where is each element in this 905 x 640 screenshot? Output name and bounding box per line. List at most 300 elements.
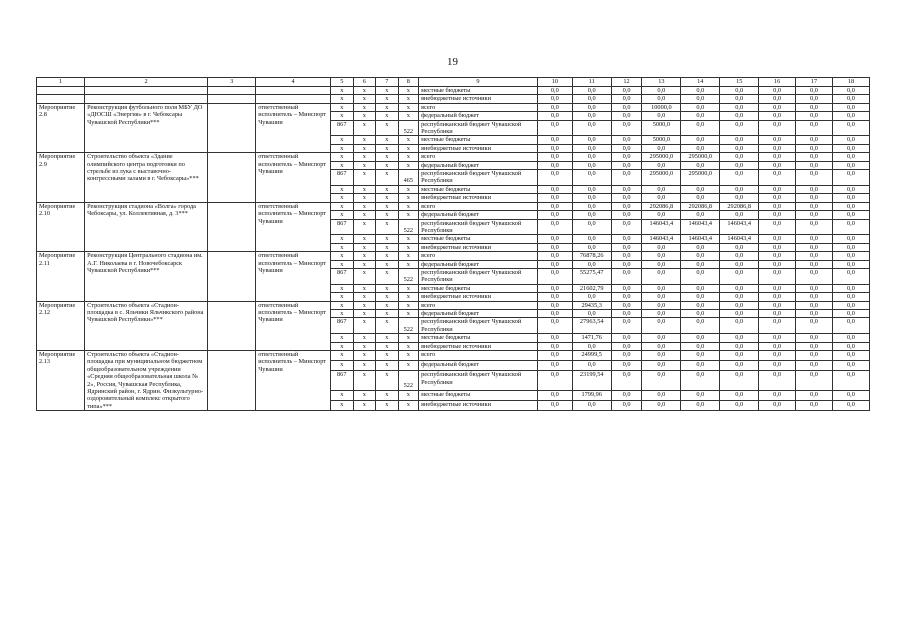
amount-cell: 0,0 — [642, 144, 681, 152]
amount-cell: 0,0 — [796, 243, 833, 251]
amount-cell: 146043,4 — [720, 235, 759, 243]
csr-code-cell: x — [376, 202, 399, 210]
funding-source-cell: местные бюджеты — [419, 87, 538, 95]
amount-cell: 0,0 — [611, 342, 642, 350]
vr-code-cell: x — [398, 153, 418, 161]
amount-cell: 0,0 — [611, 361, 642, 371]
page-number: 19 — [447, 56, 458, 68]
empty-cell — [208, 301, 256, 350]
funding-source-cell: республиканский бюджет Чувашской Республики — [419, 120, 538, 136]
amount-cell: 0,0 — [642, 268, 681, 284]
rzpr-code-cell: x — [353, 235, 376, 243]
amount-cell: 0,0 — [796, 351, 833, 361]
funding-source-cell: федеральный бюджет — [419, 161, 538, 169]
gr-code-cell: 867 — [331, 371, 354, 390]
rzpr-code-cell: x — [353, 161, 376, 169]
amount-cell: 0,0 — [611, 284, 642, 292]
amount-cell: 0,0 — [720, 112, 759, 120]
table-row — [37, 95, 870, 103]
empty-cell — [256, 87, 331, 95]
amount-cell: 0,0 — [720, 120, 759, 136]
amount-cell: 0,0 — [832, 371, 869, 390]
amount-cell: 0,0 — [720, 309, 759, 317]
amount-cell: 0,0 — [611, 243, 642, 251]
vr-code-cell: 522 — [398, 219, 418, 235]
amount-cell: 0,0 — [720, 371, 759, 390]
vr-code-cell: 522 — [398, 371, 418, 390]
amount-cell: 23199,54 — [572, 371, 611, 390]
amount-cell: 0,0 — [537, 136, 572, 144]
amount-cell: 0,0 — [796, 318, 833, 334]
vr-code-cell: x — [398, 351, 418, 361]
amount-cell: 0,0 — [759, 390, 796, 400]
amount-cell: 0,0 — [720, 243, 759, 251]
column-number: 3 — [208, 78, 256, 87]
amount-cell: 0,0 — [796, 371, 833, 390]
amount-cell: 24999,5 — [572, 351, 611, 361]
amount-cell: 0,0 — [537, 252, 572, 260]
amount-cell: 0,0 — [572, 202, 611, 210]
rzpr-code-cell: x — [353, 361, 376, 371]
amount-cell: 0,0 — [572, 361, 611, 371]
funding-source-cell: внебюджетные источники — [419, 342, 538, 350]
amount-cell: 0,0 — [796, 153, 833, 161]
amount-cell: 0,0 — [611, 268, 642, 284]
amount-cell: 0,0 — [832, 293, 869, 301]
csr-code-cell: x — [376, 301, 399, 309]
amount-cell: 0,0 — [681, 318, 720, 334]
amount-cell: 0,0 — [572, 211, 611, 219]
gr-code-cell: x — [331, 194, 354, 202]
empty-cell — [37, 87, 85, 95]
amount-cell: 0,0 — [796, 194, 833, 202]
amount-cell: 0,0 — [681, 185, 720, 193]
amount-cell: 146043,4 — [681, 235, 720, 243]
csr-code-cell: x — [376, 136, 399, 144]
csr-code-cell: x — [376, 120, 399, 136]
amount-cell: 0,0 — [796, 95, 833, 103]
csr-code-cell: x — [376, 103, 399, 111]
rzpr-code-cell: x — [353, 153, 376, 161]
amount-cell: 0,0 — [681, 342, 720, 350]
amount-cell: 0,0 — [720, 400, 759, 410]
amount-cell: 0,0 — [796, 301, 833, 309]
rzpr-code-cell: x — [353, 260, 376, 268]
vr-code-cell: x — [398, 334, 418, 342]
gr-code-cell: x — [331, 260, 354, 268]
amount-cell: 0,0 — [572, 309, 611, 317]
gr-code-cell: x — [331, 136, 354, 144]
gr-code-cell: x — [331, 301, 354, 309]
rzpr-code-cell: x — [353, 120, 376, 136]
amount-cell: 0,0 — [681, 351, 720, 361]
amount-cell: 0,0 — [796, 260, 833, 268]
amount-cell: 0,0 — [611, 318, 642, 334]
amount-cell: 0,0 — [759, 185, 796, 193]
rzpr-code-cell: x — [353, 194, 376, 202]
amount-cell: 0,0 — [759, 268, 796, 284]
amount-cell: 0,0 — [720, 293, 759, 301]
vr-code-cell: x — [398, 87, 418, 95]
column-number: 9 — [419, 78, 538, 87]
rzpr-code-cell: x — [353, 351, 376, 361]
amount-cell: 0,0 — [832, 87, 869, 95]
amount-cell: 0,0 — [537, 351, 572, 361]
amount-cell: 0,0 — [759, 112, 796, 120]
amount-cell: 0,0 — [720, 194, 759, 202]
funding-source-cell: федеральный бюджет — [419, 112, 538, 120]
vr-code-cell: x — [398, 211, 418, 219]
amount-cell: 0,0 — [832, 361, 869, 371]
empty-cell — [208, 87, 256, 95]
table-row — [37, 252, 870, 260]
amount-cell: 0,0 — [832, 260, 869, 268]
amount-cell: 0,0 — [796, 334, 833, 342]
event-executor: ответственный исполнитель – Минспорт Чувашии — [256, 153, 331, 202]
amount-cell: 0,0 — [611, 293, 642, 301]
budget-table — [36, 77, 870, 411]
amount-cell: 0,0 — [642, 309, 681, 317]
column-number: 13 — [642, 78, 681, 87]
amount-cell: 0,0 — [832, 170, 869, 186]
amount-cell: 0,0 — [537, 318, 572, 334]
amount-cell: 0,0 — [720, 95, 759, 103]
amount-cell: 0,0 — [720, 318, 759, 334]
funding-source-cell: республиканский бюджет Чувашской Республики — [419, 268, 538, 284]
column-number: 12 — [611, 78, 642, 87]
funding-source-cell: внебюджетные источники — [419, 243, 538, 251]
amount-cell: 0,0 — [796, 284, 833, 292]
column-number: 18 — [832, 78, 869, 87]
amount-cell: 0,0 — [720, 144, 759, 152]
amount-cell: 0,0 — [720, 87, 759, 95]
amount-cell: 0,0 — [572, 185, 611, 193]
amount-cell: 0,0 — [611, 371, 642, 390]
amount-cell: 0,0 — [681, 361, 720, 371]
amount-cell: 0,0 — [759, 318, 796, 334]
amount-cell: 27963,54 — [572, 318, 611, 334]
vr-code-cell: 522 — [398, 268, 418, 284]
amount-cell: 0,0 — [796, 309, 833, 317]
amount-cell: 0,0 — [720, 390, 759, 400]
amount-cell: 0,0 — [832, 390, 869, 400]
rzpr-code-cell: x — [353, 170, 376, 186]
funding-source-cell: республиканский бюджет Чувашской Республики — [419, 170, 538, 186]
funding-source-cell: федеральный бюджет — [419, 260, 538, 268]
empty-cell — [208, 202, 256, 251]
amount-cell: 0,0 — [759, 170, 796, 186]
amount-cell: 76878,26 — [572, 252, 611, 260]
column-number: 8 — [398, 78, 418, 87]
amount-cell: 0,0 — [796, 112, 833, 120]
amount-cell: 0,0 — [759, 87, 796, 95]
rzpr-code-cell: x — [353, 293, 376, 301]
amount-cell: 0,0 — [796, 252, 833, 260]
funding-source-cell: внебюджетные источники — [419, 293, 538, 301]
rzpr-code-cell: x — [353, 318, 376, 334]
event-number: Мероприятие 2.12 — [37, 301, 85, 350]
amount-cell: 0,0 — [611, 400, 642, 410]
amount-cell: 0,0 — [796, 136, 833, 144]
amount-cell: 0,0 — [832, 112, 869, 120]
column-number: 1 — [37, 78, 85, 87]
amount-cell: 0,0 — [832, 153, 869, 161]
amount-cell: 0,0 — [537, 161, 572, 169]
amount-cell: 0,0 — [681, 260, 720, 268]
funding-source-cell: республиканский бюджет Чувашской Республики — [419, 371, 538, 390]
csr-code-cell: x — [376, 361, 399, 371]
amount-cell: 0,0 — [642, 390, 681, 400]
amount-cell: 0,0 — [537, 194, 572, 202]
amount-cell: 0,0 — [642, 87, 681, 95]
amount-cell: 146043,4 — [642, 235, 681, 243]
rzpr-code-cell: x — [353, 144, 376, 152]
amount-cell: 0,0 — [681, 112, 720, 120]
csr-code-cell: x — [376, 334, 399, 342]
amount-cell: 0,0 — [642, 161, 681, 169]
funding-source-cell: местные бюджеты — [419, 185, 538, 193]
amount-cell: 0,0 — [611, 144, 642, 152]
amount-cell: 0,0 — [642, 194, 681, 202]
gr-code-cell: x — [331, 161, 354, 169]
column-number: 17 — [796, 78, 833, 87]
amount-cell: 0,0 — [832, 268, 869, 284]
amount-cell: 0,0 — [537, 211, 572, 219]
amount-cell: 0,0 — [796, 235, 833, 243]
column-number: 4 — [256, 78, 331, 87]
vr-code-cell: x — [398, 103, 418, 111]
funding-source-cell: федеральный бюджет — [419, 309, 538, 317]
csr-code-cell: x — [376, 243, 399, 251]
amount-cell: 295000,0 — [642, 153, 681, 161]
amount-cell: 0,0 — [537, 153, 572, 161]
rzpr-code-cell: x — [353, 301, 376, 309]
amount-cell: 0,0 — [796, 87, 833, 95]
gr-code-cell: 867 — [331, 219, 354, 235]
csr-code-cell: x — [376, 170, 399, 186]
column-number: 5 — [331, 78, 354, 87]
rzpr-code-cell: x — [353, 252, 376, 260]
empty-cell — [208, 252, 256, 301]
amount-cell: 0,0 — [537, 202, 572, 210]
amount-cell: 0,0 — [611, 136, 642, 144]
amount-cell: 0,0 — [537, 103, 572, 111]
amount-cell: 0,0 — [681, 136, 720, 144]
amount-cell: 0,0 — [720, 252, 759, 260]
amount-cell: 0,0 — [572, 161, 611, 169]
funding-source-cell: всего — [419, 202, 538, 210]
amount-cell: 0,0 — [720, 153, 759, 161]
amount-cell: 0,0 — [572, 103, 611, 111]
amount-cell: 295000,0 — [642, 170, 681, 186]
amount-cell: 0,0 — [681, 243, 720, 251]
amount-cell: 0,0 — [832, 103, 869, 111]
empty-cell — [208, 351, 256, 411]
amount-cell: 0,0 — [832, 194, 869, 202]
amount-cell: 0,0 — [642, 260, 681, 268]
vr-code-cell: x — [398, 301, 418, 309]
amount-cell: 0,0 — [832, 144, 869, 152]
amount-cell: 0,0 — [796, 103, 833, 111]
event-number: Мероприятие 2.13 — [37, 351, 85, 411]
amount-cell: 0,0 — [611, 334, 642, 342]
funding-source-cell: федеральный бюджет — [419, 361, 538, 371]
amount-cell: 0,0 — [642, 243, 681, 251]
amount-cell: 0,0 — [720, 334, 759, 342]
amount-cell: 0,0 — [720, 301, 759, 309]
amount-cell: 0,0 — [832, 309, 869, 317]
gr-code-cell: x — [331, 351, 354, 361]
vr-code-cell: x — [398, 112, 418, 120]
amount-cell: 0,0 — [572, 293, 611, 301]
amount-cell: 0,0 — [759, 293, 796, 301]
empty-cell — [208, 103, 256, 152]
gr-code-cell: x — [331, 334, 354, 342]
column-number: 6 — [353, 78, 376, 87]
gr-code-cell: x — [331, 284, 354, 292]
event-name: Реконструкция Центрального стадиона им. А.Г. Николаева в г. Новочебоксарск Чувашской Республики*** — [85, 252, 208, 301]
csr-code-cell: x — [376, 371, 399, 390]
amount-cell: 0,0 — [681, 284, 720, 292]
csr-code-cell: x — [376, 211, 399, 219]
empty-cell — [85, 87, 208, 95]
csr-code-cell: x — [376, 268, 399, 284]
gr-code-cell: 867 — [331, 170, 354, 186]
amount-cell: 0,0 — [681, 103, 720, 111]
csr-code-cell: x — [376, 112, 399, 120]
amount-cell: 0,0 — [832, 95, 869, 103]
vr-code-cell: x — [398, 361, 418, 371]
amount-cell: 0,0 — [796, 361, 833, 371]
rzpr-code-cell: x — [353, 202, 376, 210]
event-name: Реконструкция стадиона «Волга» города Чебоксары, ул. Коллективная, д. 3*** — [85, 202, 208, 251]
amount-cell: 0,0 — [832, 136, 869, 144]
event-number: Мероприятие 2.8 — [37, 103, 85, 152]
rzpr-code-cell: x — [353, 185, 376, 193]
amount-cell: 1799,96 — [572, 390, 611, 400]
amount-cell: 0,0 — [642, 293, 681, 301]
event-name: Строительство объекта «Стадион-площадка в с. Яльчики Яльчикского района Чувашской Республики»*** — [85, 301, 208, 350]
amount-cell: 0,0 — [681, 120, 720, 136]
funding-source-cell: местные бюджеты — [419, 284, 538, 292]
amount-cell: 0,0 — [759, 161, 796, 169]
amount-cell: 0,0 — [759, 120, 796, 136]
amount-cell: 292086,8 — [720, 202, 759, 210]
empty-cell — [208, 95, 256, 103]
amount-cell: 0,0 — [720, 351, 759, 361]
amount-cell: 0,0 — [537, 120, 572, 136]
amount-cell: 0,0 — [796, 185, 833, 193]
amount-cell: 0,0 — [796, 202, 833, 210]
vr-code-cell: x — [398, 95, 418, 103]
amount-cell: 0,0 — [832, 351, 869, 361]
amount-cell: 0,0 — [642, 112, 681, 120]
amount-cell: 0,0 — [537, 309, 572, 317]
amount-cell: 55275,47 — [572, 268, 611, 284]
csr-code-cell: x — [376, 318, 399, 334]
column-number: 10 — [537, 78, 572, 87]
header-row — [37, 78, 870, 87]
amount-cell: 0,0 — [611, 252, 642, 260]
amount-cell: 0,0 — [720, 185, 759, 193]
amount-cell: 0,0 — [611, 120, 642, 136]
gr-code-cell: x — [331, 103, 354, 111]
amount-cell: 0,0 — [537, 334, 572, 342]
amount-cell: 0,0 — [572, 112, 611, 120]
amount-cell: 0,0 — [759, 400, 796, 410]
gr-code-cell: x — [331, 202, 354, 210]
amount-cell: 0,0 — [537, 185, 572, 193]
rzpr-code-cell: x — [353, 211, 376, 219]
funding-source-cell: внебюджетные источники — [419, 194, 538, 202]
vr-code-cell: x — [398, 202, 418, 210]
gr-code-cell: 867 — [331, 318, 354, 334]
amount-cell: 0,0 — [537, 112, 572, 120]
rzpr-code-cell: x — [353, 390, 376, 400]
amount-cell: 0,0 — [832, 211, 869, 219]
amount-cell: 0,0 — [572, 153, 611, 161]
vr-code-cell: x — [398, 161, 418, 169]
amount-cell: 0,0 — [720, 211, 759, 219]
amount-cell: 0,0 — [611, 309, 642, 317]
csr-code-cell: x — [376, 309, 399, 317]
table-row — [37, 351, 870, 361]
amount-cell: 0,0 — [537, 87, 572, 95]
event-executor: ответственный исполнитель – Минспорт Чувашии — [256, 252, 331, 301]
rzpr-code-cell: x — [353, 342, 376, 350]
amount-cell: 0,0 — [642, 185, 681, 193]
empty-cell — [85, 95, 208, 103]
vr-code-cell: x — [398, 284, 418, 292]
event-number: Мероприятие 2.9 — [37, 153, 85, 202]
csr-code-cell: x — [376, 400, 399, 410]
gr-code-cell: x — [331, 252, 354, 260]
amount-cell: 0,0 — [832, 342, 869, 350]
event-name: Реконструкция футбольного поля МБУ ДО «ДЮСШ «Энергия» в г. Чебоксары Чувашской Республики*** — [85, 103, 208, 152]
amount-cell: 0,0 — [572, 260, 611, 268]
amount-cell: 0,0 — [796, 390, 833, 400]
empty-cell — [37, 95, 85, 103]
amount-cell: 0,0 — [572, 136, 611, 144]
csr-code-cell: x — [376, 144, 399, 152]
amount-cell: 0,0 — [611, 153, 642, 161]
amount-cell: 0,0 — [611, 161, 642, 169]
gr-code-cell: 867 — [331, 120, 354, 136]
amount-cell: 0,0 — [611, 351, 642, 361]
amount-cell: 0,0 — [572, 243, 611, 251]
amount-cell: 0,0 — [720, 161, 759, 169]
amount-cell: 0,0 — [611, 95, 642, 103]
amount-cell: 0,0 — [642, 284, 681, 292]
column-number: 7 — [376, 78, 399, 87]
rzpr-code-cell: x — [353, 136, 376, 144]
amount-cell: 0,0 — [720, 268, 759, 284]
gr-code-cell: x — [331, 153, 354, 161]
column-number: 14 — [681, 78, 720, 87]
vr-code-cell: x — [398, 309, 418, 317]
vr-code-cell: 522 — [398, 318, 418, 334]
amount-cell: 0,0 — [759, 371, 796, 390]
amount-cell: 0,0 — [611, 202, 642, 210]
funding-source-cell: всего — [419, 153, 538, 161]
funding-source-cell: всего — [419, 301, 538, 309]
amount-cell: 0,0 — [537, 400, 572, 410]
funding-source-cell: всего — [419, 351, 538, 361]
amount-cell: 0,0 — [611, 301, 642, 309]
amount-cell: 0,0 — [796, 211, 833, 219]
amount-cell: 0,0 — [759, 95, 796, 103]
amount-cell: 0,0 — [537, 293, 572, 301]
